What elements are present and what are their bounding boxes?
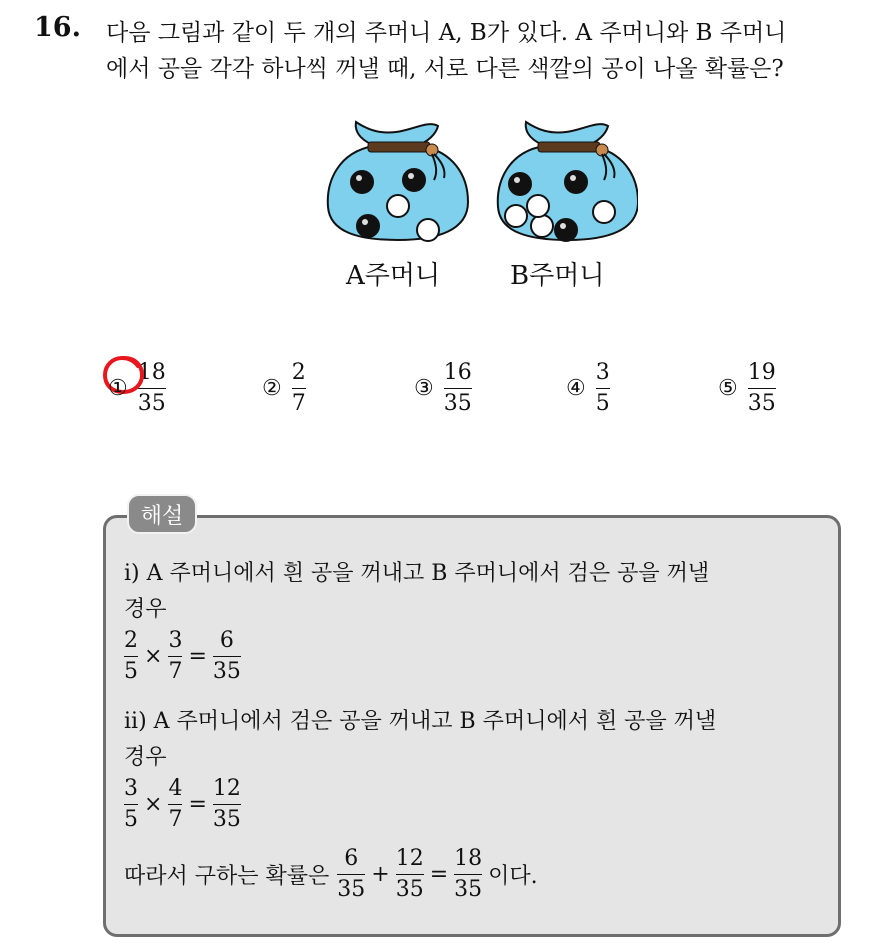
conclusion-prefix: 따라서 구하는 확률은 [124,864,330,889]
choice-4-fraction [596,360,610,417]
choice-4-denominator: 5 [595,391,610,416]
expr1-eq: = [188,644,207,669]
choice-3[interactable] [414,360,472,417]
choice-2[interactable] [262,360,306,417]
choice-2-marker: ② [262,376,282,401]
black-ball [565,171,587,193]
question-text-line-2: 에서 공을 각각 하나씩 꺼낼 때, 서로 다른 색깔의 공이 나올 확률은? [106,56,784,82]
choice-1-numerator: 18 [137,360,166,385]
expr1-a-num: 2 [124,628,138,653]
conc-plus: + [371,862,390,887]
choice-2-fraction [292,360,306,417]
conc-a-num: 6 [344,846,359,871]
black-ball [403,169,425,191]
expr2-b-num: 4 [168,776,183,801]
question-text-line-1: 다음 그림과 같이 두 개의 주머니 A, B가 있다. A 주머니와 B 주머니 [106,20,787,46]
choice-1-denominator: 35 [137,391,166,416]
choice-3-marker: ③ [414,376,434,401]
conc-r-den: 35 [454,877,483,902]
choice-5-marker: ⑤ [718,376,738,401]
solution-case1-line2: 경우 [124,597,167,622]
choice-5-fraction [748,360,776,417]
expr2-b-den: 7 [168,807,183,832]
choice-5[interactable] [718,360,776,417]
solution-case2-line2: 경우 [124,745,167,770]
expr2-a-den: 5 [124,807,138,832]
bag-a-label: A주머니 [346,261,441,291]
white-ball [417,219,439,241]
white-ball [387,195,409,217]
expr2-times: × [144,792,163,817]
expr1-b-den: 7 [168,659,183,684]
answer-choices [0,360,884,440]
choice-4-numerator: 3 [595,360,610,385]
expr1-a-den: 5 [124,659,138,684]
expr1-r-num: 6 [219,628,234,653]
choice-3-numerator: 16 [443,360,472,385]
white-ball [527,195,549,217]
black-ball [509,173,531,195]
solution-case2-expression [124,776,241,833]
choice-4-marker: ④ [566,376,586,401]
solution-case1-expression [124,628,241,685]
black-ball [351,171,373,193]
question-number: 16. [34,12,81,43]
bag-b-label: B주머니 [510,261,605,291]
choice-4[interactable] [566,360,610,417]
choice-5-denominator: 35 [747,391,776,416]
conc-b-den: 35 [395,877,424,902]
expr2-r-num: 12 [212,776,241,801]
expr1-b-num: 3 [168,628,183,653]
conc-b-num: 12 [395,846,424,871]
white-ball [593,201,615,223]
choice-2-denominator: 7 [291,391,306,416]
solution-case1-line1: ⅰ) A 주머니에서 흰 공을 꺼내고 B 주머니에서 검은 공을 꺼낼 [124,561,710,586]
solution-case2-line1: ⅱ) A 주머니에서 검은 공을 꺼내고 B 주머니에서 흰 공을 꺼낼 [124,709,717,734]
conc-a-den: 35 [337,877,366,902]
white-ball [505,205,527,227]
bag-a [328,122,468,241]
expr1-times: × [144,644,163,669]
conclusion-suffix: 이다. [488,864,538,889]
bag-b [498,122,638,241]
choice-3-fraction [444,360,472,417]
expr2-eq: = [188,792,207,817]
choice-1[interactable] [108,360,166,417]
expr2-r-den: 35 [212,807,241,832]
choice-2-numerator: 2 [291,360,306,385]
solution-tag: 해설 [127,494,197,534]
black-ball [357,215,379,237]
black-ball [555,219,577,241]
choice-5-numerator: 19 [747,360,776,385]
conc-r-num: 18 [454,846,483,871]
solution-conclusion [124,846,538,903]
bags-figure [318,112,638,302]
conc-eq: = [429,862,449,887]
choice-3-denominator: 35 [443,391,472,416]
white-ball [531,215,553,237]
choice-1-marker: ① [108,376,128,401]
expr1-r-den: 35 [212,659,241,684]
expr2-a-num: 3 [124,776,138,801]
